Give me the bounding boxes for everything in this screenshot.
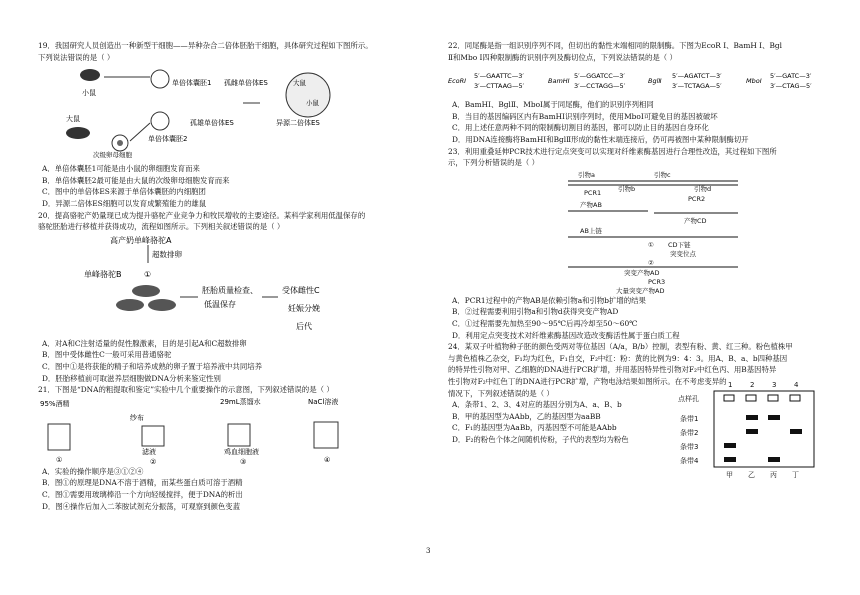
q19-option-b: B．单倍体囊胚2最可能是由大鼠的次级卵母细胞发育而来 [42,175,230,185]
q20-off-label: 后代 [296,321,312,331]
q20-super-label: 超数排卵 [152,249,182,259]
q20-stem: 20．提高骆驼产奶量现已成为提升骆驼产业竞争力和牧民增收的主要途径。某科学家利用低温保存的 骆驼胚胎进行移植并获得成功，流程如图所示。下列相关叙述错误的是（ ） [38,210,366,232]
q21-figure [38,396,428,466]
sample-well [746,395,756,401]
q20-camelb-label: 单峰骆驼B [84,269,122,279]
q21-gauze-label: 纱布 [130,413,144,422]
q20-step-label: ① [144,269,152,279]
q24-options [448,399,678,445]
q21-filt-label: 滤液 [142,447,156,456]
gel-electrophoresis [678,379,828,479]
pcr3-label: PCR3 [648,277,666,286]
bulk-ad-label: 大量突变产物AD [616,286,665,295]
q23-figure [448,169,834,295]
q23-option-c: C．①过程需要先加热至90～95℃后再冷却至50～60℃ [452,318,638,328]
mutation-site-label: 突变位点 [670,249,696,258]
left-column [38,40,428,512]
q19-hap2-label: 单倍体囊胚2 [148,135,188,144]
q19-option-d: D．异源二倍体ES细胞可以发育成繁殖能力的雄鼠 [42,198,207,208]
q24-stem: 24．某双子叶植物种子胚的颜色受两对等位基因（A/a，B/b）控制，表型有粉、黄、红三种。粉色植株甲 与黄色植株乙杂交，F₁均为红色，F₁自交，F₂中红：粉：黄的比例为9：4：3。用A、B、a、b四种基因 的特异性引物对甲、乙细胞的DNA进行PCR扩增，并用基因特异性引物对F₂中红色丙、用B基因特异 性引物对F₂中红色丁的DNA进行PCR扩增，产物电泳结果如图所示。在不考虑变异的 情况下，下列叙述错误的是（ ） [448,342,793,398]
q20-option-a: A．对A和C注射适量的促性腺激素，目的是引起A和C超数排卵 [42,338,247,348]
q22-diagram [448,63,834,99]
band3-label: 条带3 [680,443,699,452]
svg-text:3′—TCTAGA—5′: 3′—TCTAGA—5′ [672,82,722,91]
q24-option-b: B．甲的基因型为AAbb，乙的基因型为aaBB [452,411,601,421]
sample-well [790,395,800,401]
q24-option-a: A．条带1、2、3、4对应的基因分别为A、a、B、b [452,400,622,410]
q21-blood-label: 鸡血细胞液 [224,447,259,456]
svg-text:5′—AGATCT—3′: 5′—AGATCT—3′ [672,72,722,81]
primer-c-label: 引物c [654,170,671,179]
q24-option-c: C．F₁的基因型为AaBb，丙基因型不可能是AAbb [452,423,617,433]
embryo-dish-icon [132,285,160,297]
right-column [448,40,834,480]
q22-stem: 22．同尾酶是指一组识别序列不同，但切出的黏性末端相同的限制酶。下图为EcoR Ⅰ、BamH Ⅰ、Bgl Ⅱ和Mbo Ⅰ四种限制酶的识别序列及酶切位点，下列说法错误的是（ ） [448,41,782,62]
q19-oocyte-label: 次级卵母细胞 [93,151,132,160]
q20-top-label: 高产奶单峰骆驼A [110,235,172,245]
band4-label: 条带4 [680,457,699,466]
gel-band [790,429,802,434]
lane-label-ding: 丁 [792,471,799,480]
svg-text:MboⅠ: MboⅠ [746,77,762,86]
sample-well [724,395,734,401]
q21-option-c: C．图①需要用玻璃棒沿一个方向轻缓搅拌，便于DNA的析出 [42,489,243,499]
q21-water-label: 29mL蒸馏水 [220,397,261,406]
q21-alcohol-label: 95%酒精 [40,399,70,408]
oocyte-nucleus-icon [117,140,123,146]
cd-bottom-label: CD下链 [668,240,691,249]
q23-option-b: B．②过程需要利用引物a和引物d获得突变产物AD [452,307,619,317]
product-ab-label: 产物AB [580,200,602,209]
q21-n1-label: ① [56,455,63,464]
sample-well [768,395,778,401]
q22-option-b: B．当目的基因编码区内有BamHⅠ识别序列时，使用MboⅠ可避免目的基因被破坏 [452,111,718,121]
q21-option-b: B．图①的原理是DNA不溶于酒精，而某些蛋白质可溶于酒精 [42,478,243,488]
q21-nacl-label: NaCl溶液 [308,397,339,406]
svg-text:EcoRⅠ: EcoRⅠ [448,77,467,86]
svg-text:BamHⅠ: BamHⅠ [548,77,570,86]
q24-option-d: D．F₂的粉色个体之间随机传粉，子代的表型均为粉色 [452,434,629,444]
svg-text:5′—GGATCC—3′: 5′—GGATCC—3′ [574,72,625,81]
q21-n4-label: ④ [324,455,331,464]
q20-diagram [38,233,428,338]
step2-label: ② [648,258,654,267]
q20-option-b: B．图中受体雌性C一般可采用普通骆驼 [42,350,172,360]
embryo-dish-icon [148,299,176,311]
q20-option-d: D．胚胎移植前可取滋养层细胞做DNA分析来鉴定性别 [42,373,221,383]
q20-recv-label: 受体雌性C [282,285,320,295]
primer-a-label: 引物a [578,170,595,179]
q22-option-a: A．BamHⅠ、BglⅡ、MboⅠ属于同尾酶，他们的识别序列相同 [452,100,654,110]
enzyme-mboi [746,72,812,90]
gel-band [768,415,780,420]
q19-stem: 19．我国研究人员创造出一种新型干细胞——异种杂合二倍体胚胎干细胞，具体研究过程如下图所示。 下列说法错误的是（ ） [38,41,373,62]
lane-number-2: 2 [750,381,755,390]
q19-hybrid-label: 异源二倍体ES [276,119,320,128]
lane-number-1: 1 [728,381,733,390]
q22-option-d: D．用DNA连接酶将BamHⅠ和BglⅡ形成的黏性末端连接后，仍可再被图中某种限制酶切开 [452,134,749,144]
svg-text:3′—CCTAGG—5′: 3′—CCTAGG—5′ [574,82,626,91]
lane-label-bing: 丙 [770,471,777,480]
lane-number-4: 4 [794,381,799,390]
svg-text:5′—GATC—3′: 5′—GATC—3′ [770,72,812,81]
beaker-icon [48,424,70,450]
gel-band [746,429,758,434]
q22-figure [448,63,834,99]
product-cd-label: 产物CD [684,216,707,225]
lane-label-yi: 乙 [748,471,755,480]
enzyme-bamhi [548,72,626,90]
q22-option-c: C．用上述任意两种不同的限制酶切割目的基因，都可以防止目的基因自身环化 [452,123,709,133]
q23-option-a: A．PCR1过程中的产物AB是依赖引物a和引物b扩增的结果 [452,295,646,305]
mouse-icon [80,69,100,81]
enzyme-bglii [648,72,722,90]
q21-diagram [38,396,428,466]
q21-stem: 21．下图是“DNA的粗提取和鉴定”实验中几个重要操作的示意图，下列叙述错误的是（ ） [38,385,334,395]
q19-small-label: 小鼠 [306,99,319,108]
pcr1-label: PCR1 [584,188,602,197]
enzyme-ecori [448,72,525,90]
ab-top-label: AB上链 [580,226,602,235]
q21-option-d: D．图④操作后加入二苯胺试剂充分振荡，可观察到颜色变蓝 [42,501,241,511]
q19-option-a: A．单倍体囊胚1可能是由小鼠的卵细胞发育而来 [42,164,200,174]
beaker-icon [314,422,338,448]
pcr2-label: PCR2 [688,194,706,203]
svg-text:3′—CTTAAG—5′: 3′—CTTAAG—5′ [474,82,525,91]
gel-band [768,457,780,462]
q24-body [448,381,834,480]
q23-option-d: D．利用定点突变技术对纤维素酶基因改造改变酶活性属于蛋白质工程 [452,330,680,340]
q19-figure [38,63,428,163]
beaker-icon [228,424,250,446]
svg-text:BglⅡ: BglⅡ [648,77,662,86]
band1-label: 条带1 [680,415,699,424]
q19-rat-label: 大鼠 [66,115,80,124]
q23-stem: 23．利用重叠延伸PCR技术进行定点突变可以实现对纤维素酶基因进行合理性改造，其过程如下图所 示，下列分析错误的是（ ） [448,146,777,168]
q23-diagram [448,169,834,295]
page-number: 3 [426,547,431,555]
step1-label: ① [648,240,654,249]
q19-mouse-label: 小鼠 [82,89,96,98]
q21-n3-label: ③ [240,457,247,466]
gel-band [724,443,736,448]
q20-check-label: 胚胎质量检查、 [202,285,258,295]
primer-b-label: 引物b [618,184,636,193]
svg-text:3′—CTAG—5′: 3′—CTAG—5′ [770,82,812,91]
blastocyst1-icon [151,70,169,88]
q19-esf-label: 孤雌单倍体ES [224,79,268,88]
gel-band [746,415,758,420]
q19-option-c: C．图中的单倍体ES来源于单倍体囊胚的内细胞团 [42,187,206,197]
lane-label-jia: 甲 [726,471,733,480]
blastocyst2-icon [151,112,169,130]
gel-band [724,457,736,462]
rat-icon [66,127,90,139]
q20-option-c: C．图中①是将获能的精子和培养成熟的卵子置于培养液中共同培养 [42,361,262,371]
sample-well-label: 点样孔 [678,395,699,404]
embryo-dish-icon [116,299,144,311]
q19-hap1-label: 单倍体囊胚1 [172,79,212,88]
q20-figure [38,233,428,338]
q19-esm-label: 孤雄单倍体ES [190,119,234,128]
mutant-ad-label: 突变产物AD [624,268,660,277]
svg-text:5′—GAATTC—3′: 5′—GAATTC—3′ [474,72,524,81]
arrow-icon [130,123,150,141]
q20-preg-label: 妊娠分娩 [288,303,320,313]
q19-diagram [38,63,428,163]
band2-label: 条带2 [680,429,699,438]
primer-d-label: 引物d [694,184,712,193]
q21-n2-label: ② [150,457,157,466]
q20-cold-label: 低温保存 [204,299,236,309]
q21-option-a: A．实验的操作顺序是③①②④ [42,466,144,476]
q19-big-label: 大鼠 [293,79,306,88]
lane-number-3: 3 [772,381,777,390]
funnel-icon [142,426,164,446]
